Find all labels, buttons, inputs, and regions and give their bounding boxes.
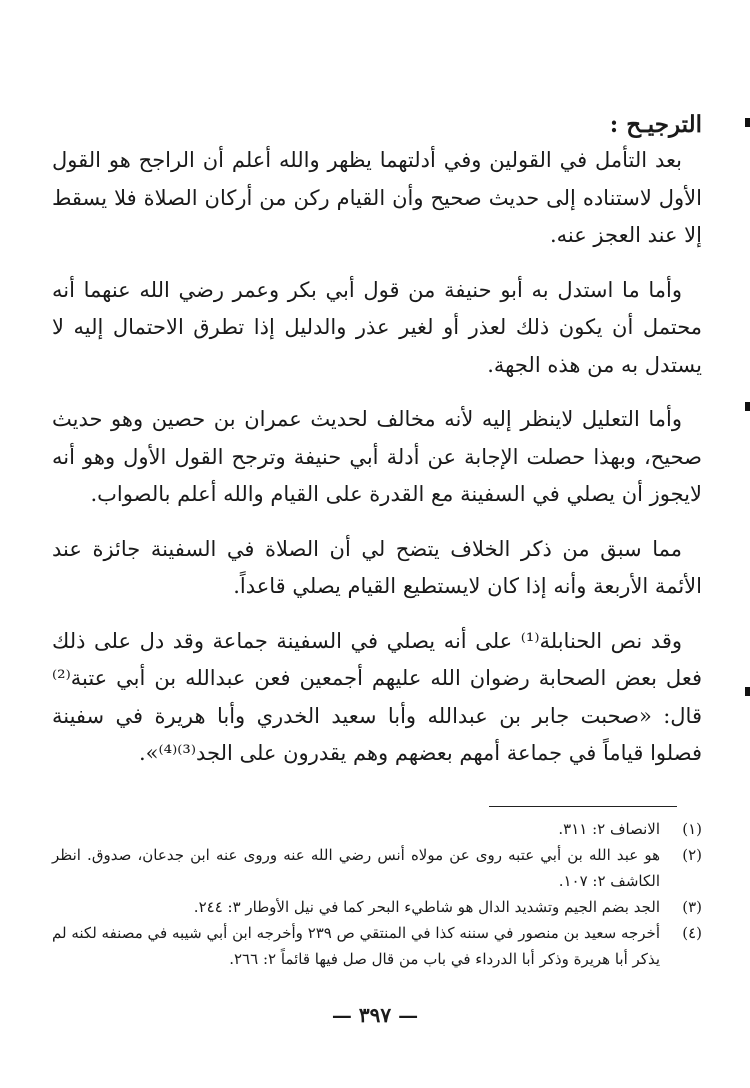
- footnote-2: [52, 842, 702, 894]
- footnote-text: الجد بضم الجيم وتشديد الدال هو شاطيء البحر كما في نيل الأوطار ٣: ٢٤٤.: [193, 898, 660, 916]
- footnote-divider: [489, 806, 677, 807]
- margin-mark-top: [745, 118, 750, 127]
- page-number: — ٣٩٧ —: [331, 1003, 419, 1027]
- footnote-text: هو عبد الله بن أبي عتبه روى عن مولاه أنس رضي الله عنه وروى عنه ابن جدعان، صدوق. انظر الكاشف ٢: ١٠٧.: [52, 846, 660, 890]
- paragraph-1: بعد التأمل في القولين وفي أدلتهما يظهر والله أعلم أن الراجح هو القول الأول لاستناده إلى حديث صحيح وأن القيام ركن من أركان الصلاة فلا يسقط إلا عند العجز عنه.: [52, 148, 702, 247]
- footnote-text: الانصاف ٢: ٣١١.: [558, 820, 660, 838]
- footnote-3: [52, 894, 702, 920]
- footnotes: [52, 816, 702, 972]
- footnote-number: (١): [682, 820, 702, 838]
- page-body: [52, 108, 702, 790]
- paragraph-4: مما سبق من ذكر الخلاف يتضح لي أن الصلاة في السفينة جائزة عند الأئمة الأربعة وأنه إذا كان لايستطيع القيام يصلي قاعداً.: [52, 536, 702, 598]
- footnote-number: (٢): [682, 846, 702, 864]
- paragraph-2: وأما ما استدل به أبو حنيفة من قول أبي بكر وعمر رضي الله عنهما أنه محتمل أن يكون ذلك لعذر أو لغير عذر والدليل إذا تطرق الاحتمال إليه لا يستدل به من هذه الجهة.: [52, 277, 702, 377]
- section-heading: الترجيـح :: [609, 111, 702, 138]
- footnote-4: [52, 920, 702, 972]
- paragraph-5: وقد نص الحنابلة⁽¹⁾ على أنه يصلي في السفينة جماعة وقد دل على ذلك فعل بعض الصحابة رضوان الله عليهم أجمعين فعن عبدالله بن أبي عتبة⁽²⁾ قال: «صحبت جابر بن عبدالله وأبا سعيد الخدري وأبا هريرة في سفينة فصلوا قياماً في جماعة أمهم بعضهم وهم يقدرون على الجد⁽³⁾⁽⁴⁾».: [52, 628, 702, 765]
- footnote-number: (٣): [682, 898, 702, 916]
- footnote-number: (٤): [682, 924, 702, 942]
- footnote-text: أخرجه سعيد بن منصور في سننه كذا في المنتقي ص ٢٣٩ وأخرجه ابن أبي شيبه في مصنفه لكنه لم يذكر أبا هريرة وذكر أبا الدرداء في باب من قال صل فيها قائماً ٢: ٢٦٦.: [52, 924, 660, 968]
- margin-mark-lower: [745, 687, 750, 696]
- margin-mark-middle: [745, 402, 750, 411]
- footnote-1: [52, 816, 702, 842]
- paragraph-3: وأما التعليل لاينظر إليه لأنه مخالف لحديث عمران بن حصين وهو حديث صحيح، وبهذا حصلت الإجابة عن أدلة أبي حنيفة وترجح القول الأول وهو أنه لايجوز أن يصلي في السفينة مع القدرة على القيام والله أعلم بالصواب.: [52, 407, 702, 506]
